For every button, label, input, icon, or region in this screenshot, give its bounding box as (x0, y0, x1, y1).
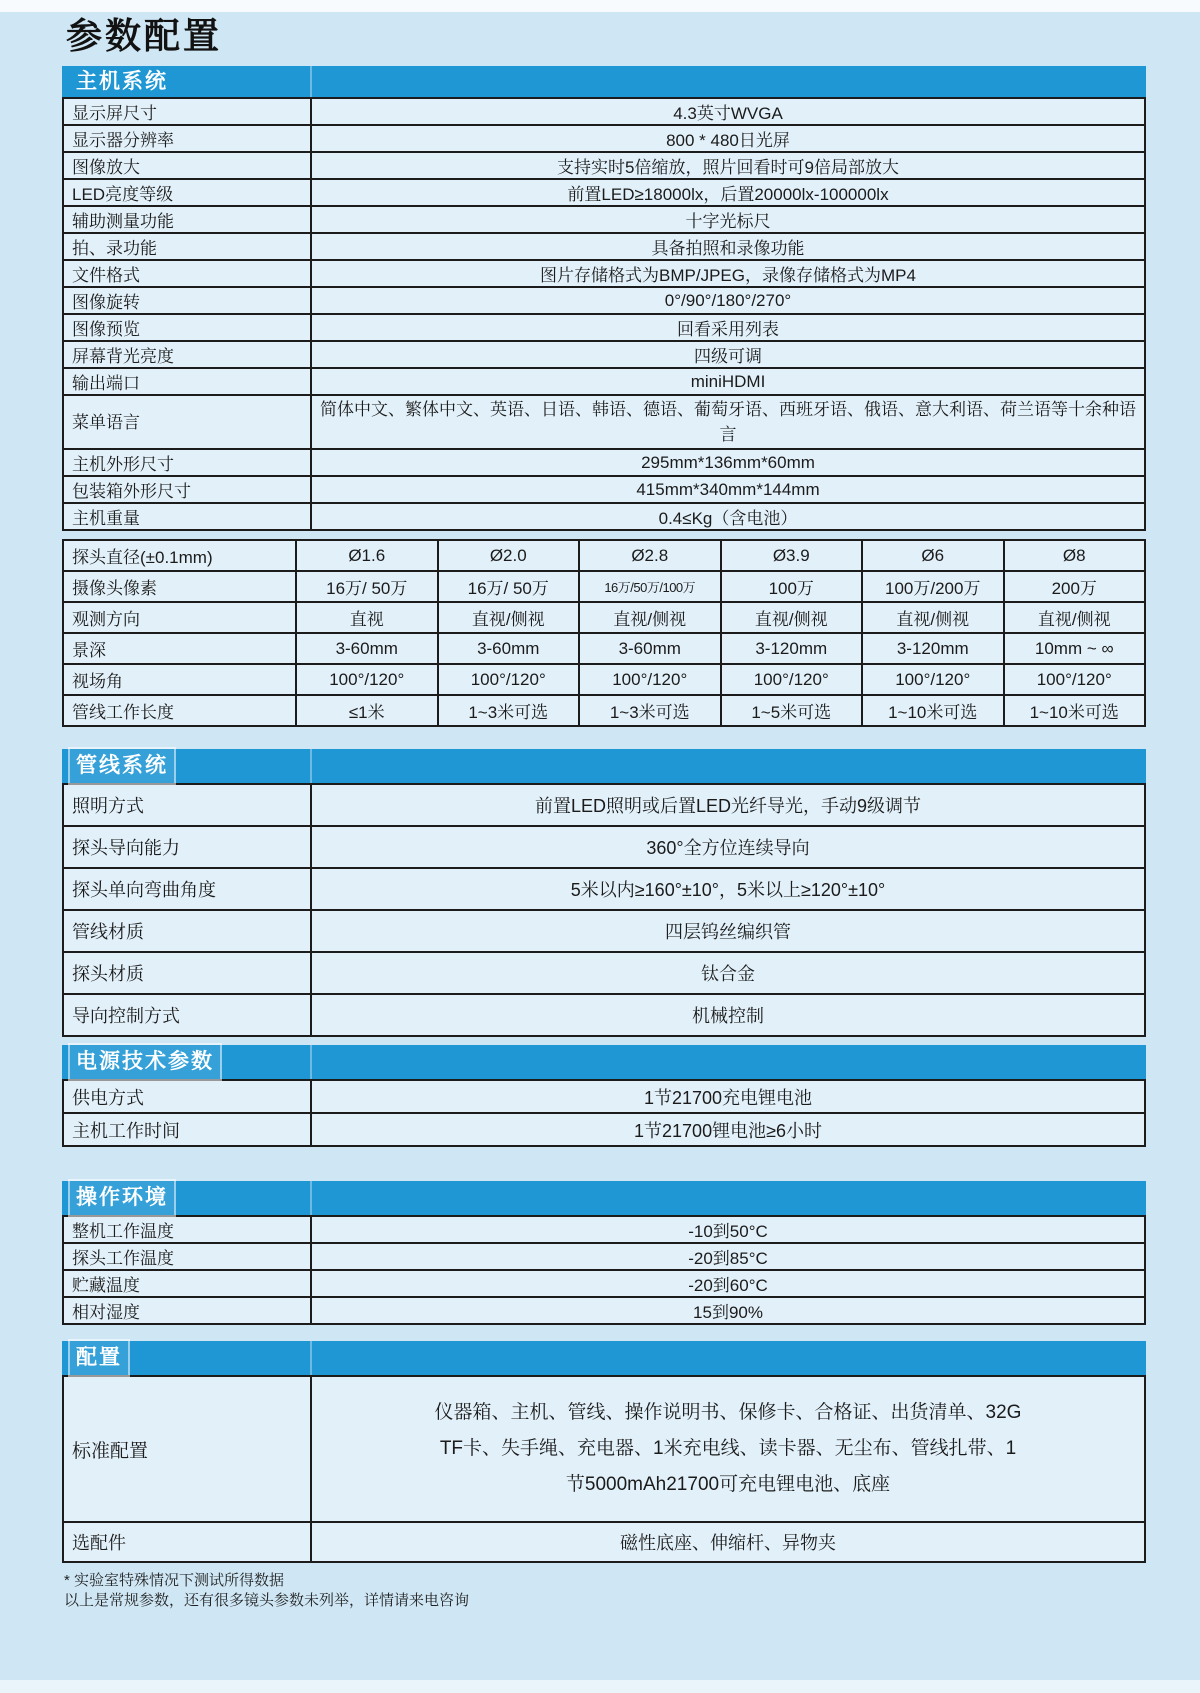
row-value: 仪器箱、主机、管线、操作说明书、保修卡、合格证、出货清单、32G TF卡、失手绳、充电器、1米充电线、读卡器、无尘布、管线扎带、1节5000mAh21700可充电锂电池、底座 (311, 1376, 1145, 1522)
bottom-margin-strip (0, 1680, 1200, 1693)
row-value: 3-120mm (862, 633, 1004, 664)
row-value: 简体中文、繁体中文、英语、日语、韩语、德语、葡萄牙语、西班牙语、俄语、意大利语、荷兰语等十余种语言 (311, 395, 1145, 449)
row-label: 屏幕背光亮度 (63, 341, 311, 368)
row-value: 1~3米可选 (438, 695, 580, 726)
host-system-table (62, 97, 1146, 531)
row-value: 1节21700锂电池≥6小时 (311, 1113, 1145, 1146)
row-label: 导向控制方式 (63, 994, 311, 1036)
row-label: 视场角 (63, 664, 296, 695)
row-label: 输出端口 (63, 368, 311, 395)
table-row (63, 98, 1145, 125)
table-row (63, 1243, 1145, 1270)
row-value: 4.3英寸WVGA (311, 98, 1145, 125)
row-value: Ø6 (862, 540, 1004, 571)
section-title-power-params: 电源技术参数 (70, 1045, 220, 1079)
row-value: 直视/侧视 (721, 602, 863, 633)
table-row (63, 826, 1145, 868)
footnote-contact-note: 以上是常规参数，还有很多镜头参数未列举，详情请来电咨询 (64, 1592, 470, 1609)
row-label: 摄像头像素 (63, 571, 296, 602)
row-label: 主机外形尺寸 (63, 449, 311, 476)
row-value: 四级可调 (311, 341, 1145, 368)
table-row (63, 633, 1145, 664)
row-value: 100万 (721, 571, 863, 602)
table-row (63, 910, 1145, 952)
row-label: 供电方式 (63, 1080, 311, 1113)
row-label: 探头工作温度 (63, 1243, 311, 1270)
row-value: 5米以内≥160°±10°，5米以上≥120°±10° (311, 868, 1145, 910)
row-value: 机械控制 (311, 994, 1145, 1036)
row-label: 探头导向能力 (63, 826, 311, 868)
row-value: 具备拍照和录像功能 (311, 233, 1145, 260)
table-row (63, 1080, 1145, 1113)
row-label: 景深 (63, 633, 296, 664)
row-label: 拍、录功能 (63, 233, 311, 260)
table-row (63, 449, 1145, 476)
row-value: 直视 (296, 602, 438, 633)
spec-sheet (62, 12, 1146, 1611)
page-title: 参数配置 (66, 15, 223, 56)
row-value: Ø1.6 (296, 540, 438, 571)
row-label: 探头单向弯曲角度 (63, 868, 311, 910)
table-row (63, 994, 1145, 1036)
row-value: 前置LED照明或后置LED光纤导光，手动9级调节 (311, 784, 1145, 826)
row-value: 3-120mm (721, 633, 863, 664)
row-label: 主机重量 (63, 503, 311, 530)
row-value: 支持实时5倍缩放，照片回看时可9倍局部放大 (311, 152, 1145, 179)
row-value: 100°/120° (438, 664, 580, 695)
row-value: 1节21700充电锂电池 (311, 1080, 1145, 1113)
power-params-table (62, 1079, 1146, 1147)
row-value: ≤1米 (296, 695, 438, 726)
row-value: 16万/50万/100万 (579, 571, 721, 602)
row-value: Ø2.8 (579, 540, 721, 571)
row-value: 1~10米可选 (862, 695, 1004, 726)
table-row (63, 1297, 1145, 1324)
row-label: 标准配置 (63, 1376, 311, 1522)
row-value: 1~3米可选 (579, 695, 721, 726)
table-row (63, 125, 1145, 152)
section-title-pipeline-system: 管线系统 (70, 749, 174, 783)
row-label: 包装箱外形尺寸 (63, 476, 311, 503)
row-label: 探头材质 (63, 952, 311, 994)
row-value: 四层钨丝编织管 (311, 910, 1145, 952)
table-row (63, 868, 1145, 910)
probe-spec-table (62, 539, 1146, 727)
row-label: 整机工作温度 (63, 1216, 311, 1243)
row-value: 图片存储格式为BMP/JPEG，录像存储格式为MP4 (311, 260, 1145, 287)
row-value: 磁性底座、伸缩杆、异物夹 (311, 1522, 1145, 1562)
table-row (63, 152, 1145, 179)
table-row (63, 206, 1145, 233)
row-label: 选配件 (63, 1522, 311, 1562)
row-value: 直视/侧视 (438, 602, 580, 633)
table-row (63, 571, 1145, 602)
table-row (63, 476, 1145, 503)
row-value: 3-60mm (296, 633, 438, 664)
table-row (63, 602, 1145, 633)
footnote-lab-note: * 实验室特殊情况下测试所得数据 (64, 1572, 285, 1589)
row-value: 415mm*340mm*144mm (311, 476, 1145, 503)
row-value: -20到60°C (311, 1270, 1145, 1297)
section-header-power-params (62, 1045, 1146, 1079)
footnotes (62, 1571, 1146, 1611)
operating-env-table (62, 1215, 1146, 1325)
row-value: 100°/120° (296, 664, 438, 695)
table-row (63, 952, 1145, 994)
row-value: 800 * 480日光屏 (311, 125, 1145, 152)
row-value: 360°全方位连续导向 (311, 826, 1145, 868)
row-value: 16万/ 50万 (296, 571, 438, 602)
row-label: 辅助测量功能 (63, 206, 311, 233)
table-row (63, 1522, 1145, 1562)
table-row (63, 179, 1145, 206)
row-value: 100°/120° (721, 664, 863, 695)
row-label: 图像旋转 (63, 287, 311, 314)
row-label: 探头直径(±0.1mm) (63, 540, 296, 571)
row-label: 菜单语言 (63, 395, 311, 449)
row-label: 图像预览 (63, 314, 311, 341)
table-row (63, 368, 1145, 395)
pipeline-system-table (62, 783, 1146, 1037)
row-label: 相对湿度 (63, 1297, 311, 1324)
row-label: 图像放大 (63, 152, 311, 179)
row-value: 直视/侧视 (1004, 602, 1146, 633)
row-label: 显示器分辨率 (63, 125, 311, 152)
top-margin-strip (0, 0, 1200, 12)
table-row (63, 341, 1145, 368)
row-value: 0.4≤Kg（含电池） (311, 503, 1145, 530)
section-header-operating-env (62, 1181, 1146, 1215)
table-row (63, 664, 1145, 695)
row-value: 钛合金 (311, 952, 1145, 994)
section-title-host-system: 主机系统 (76, 70, 168, 93)
table-row (63, 1216, 1145, 1243)
table-row (63, 1113, 1145, 1146)
table-row (63, 1376, 1145, 1522)
row-label: 管线材质 (63, 910, 311, 952)
row-label: 显示屏尺寸 (63, 98, 311, 125)
row-value: 100万/200万 (862, 571, 1004, 602)
row-label: 照明方式 (63, 784, 311, 826)
section-title-configuration: 配置 (70, 1341, 128, 1375)
section-title-operating-env: 操作环境 (70, 1181, 174, 1215)
table-row (63, 395, 1145, 449)
row-value: Ø2.0 (438, 540, 580, 571)
row-label: 文件格式 (63, 260, 311, 287)
row-value: 200万 (1004, 571, 1146, 602)
row-value: 前置LED≥18000lx，后置20000lx-100000lx (311, 179, 1145, 206)
row-value: 直视/侧视 (579, 602, 721, 633)
row-value: 3-60mm (579, 633, 721, 664)
row-value: 1~5米可选 (721, 695, 863, 726)
table-row (63, 287, 1145, 314)
row-label: 观测方向 (63, 602, 296, 633)
row-label: 贮藏温度 (63, 1270, 311, 1297)
row-value: 直视/侧视 (862, 602, 1004, 633)
row-value: -10到50°C (311, 1216, 1145, 1243)
row-value: 16万/ 50万 (438, 571, 580, 602)
row-value: 回看采用列表 (311, 314, 1145, 341)
row-value: 100°/120° (579, 664, 721, 695)
table-row (63, 540, 1145, 571)
row-value: Ø3.9 (721, 540, 863, 571)
table-row (63, 314, 1145, 341)
row-label: 管线工作长度 (63, 695, 296, 726)
section-header-configuration (62, 1341, 1146, 1375)
row-value: 295mm*136mm*60mm (311, 449, 1145, 476)
row-label: LED亮度等级 (63, 179, 311, 206)
table-row (63, 503, 1145, 530)
table-row (63, 260, 1145, 287)
row-value: 1~10米可选 (1004, 695, 1146, 726)
row-value: 100°/120° (1004, 664, 1146, 695)
row-value: 15到90% (311, 1297, 1145, 1324)
row-value: Ø8 (1004, 540, 1146, 571)
row-value: -20到85°C (311, 1243, 1145, 1270)
row-value: 3-60mm (438, 633, 580, 664)
configuration-table (62, 1375, 1146, 1563)
section-header-pipeline-system (62, 749, 1146, 783)
row-value: miniHDMI (311, 368, 1145, 395)
row-value: 100°/120° (862, 664, 1004, 695)
row-value: 0°/90°/180°/270° (311, 287, 1145, 314)
table-row (63, 233, 1145, 260)
row-value: 10mm ~ ∞ (1004, 633, 1146, 664)
section-header-host-system (62, 66, 1146, 97)
table-row (63, 1270, 1145, 1297)
row-label: 主机工作时间 (63, 1113, 311, 1146)
table-row (63, 784, 1145, 826)
table-row (63, 695, 1145, 726)
row-value: 十字光标尺 (311, 206, 1145, 233)
